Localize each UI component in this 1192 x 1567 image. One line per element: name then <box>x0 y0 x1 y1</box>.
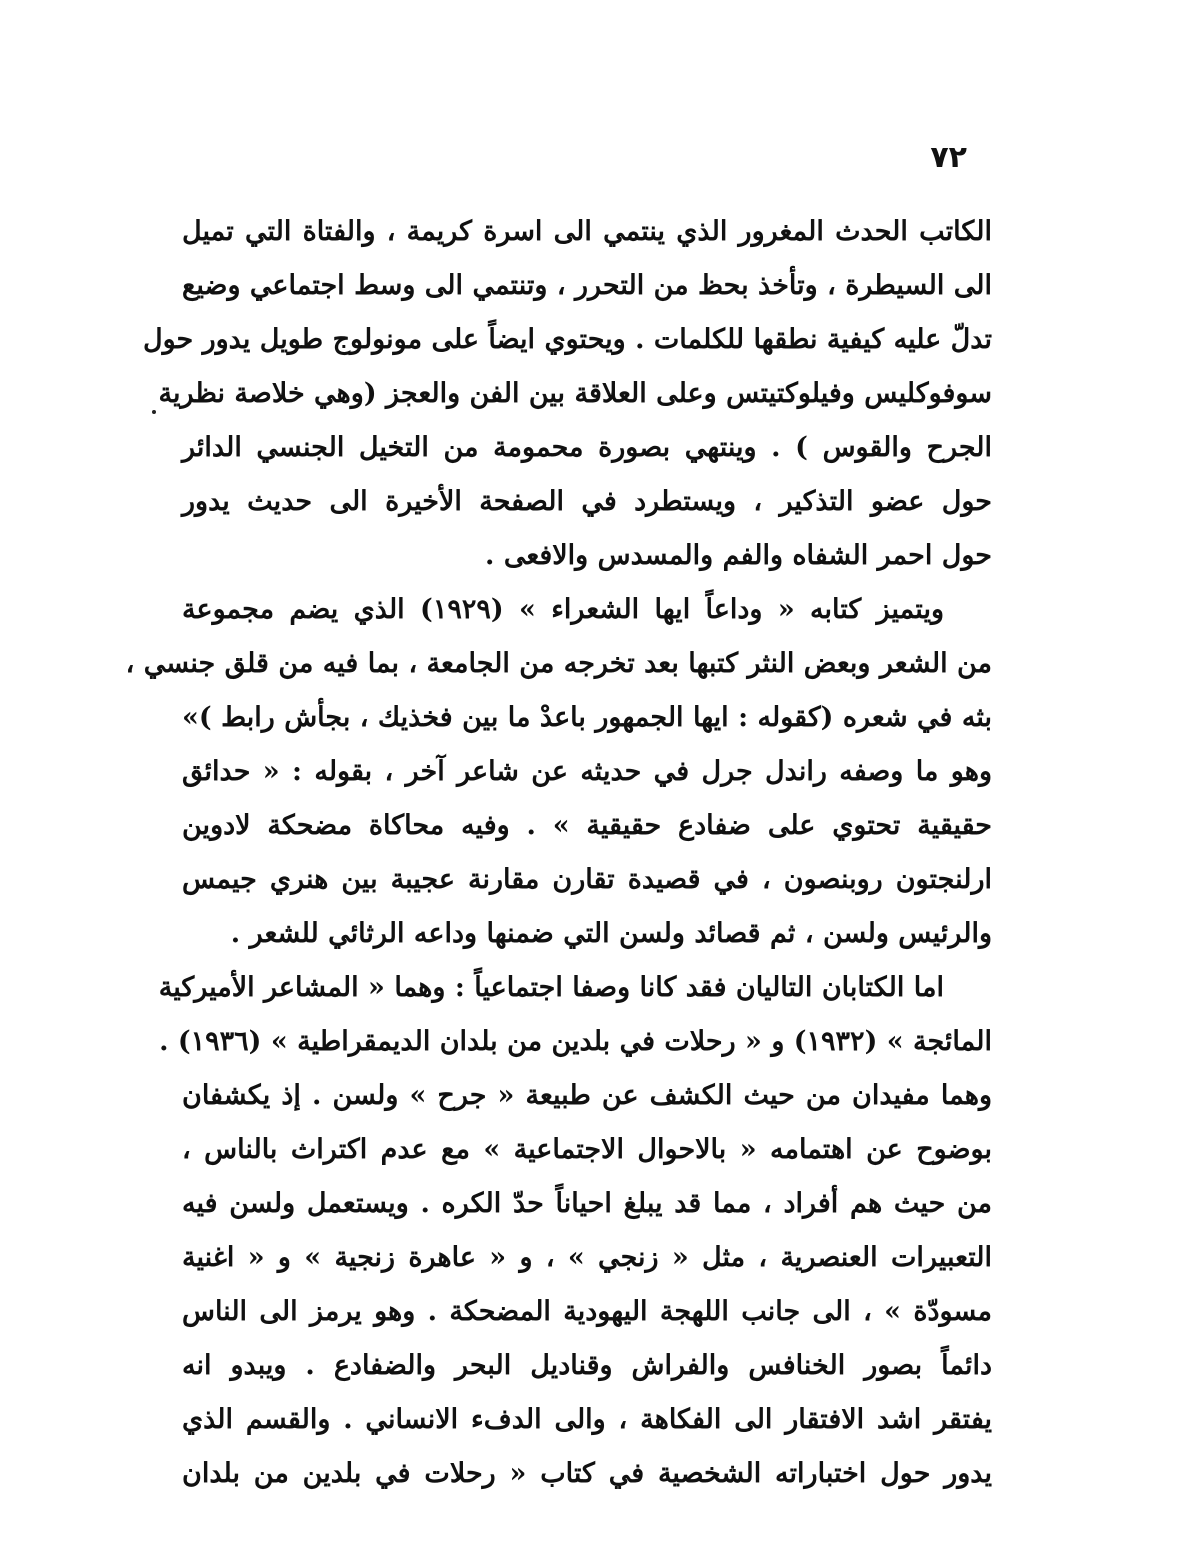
text-line: والرئيس ولسن ، ثم قصائد ولسن التي ضمنها وداعه الرثائي للشعر . <box>230 918 992 949</box>
text-line: يفتقر اشد الافتقار الى الفكاهة ، والى الدفء الانساني . والقسم الذي <box>182 1404 992 1435</box>
text-line: وهو ما وصفه راندل جرل في حديثه عن شاعر آخر ، بقوله : « حدائق <box>182 756 992 787</box>
text-line: بوضوح عن اهتمامه « بالاحوال الاجتماعية » مع عدم اكتراث بالناس ، <box>182 1134 992 1165</box>
body-text <box>125 205 992 1501</box>
text-line: حول احمر الشفاه والفم والمسدس والافعى . <box>485 540 992 571</box>
text-line: المائجة » (١٩٣٢) و « رحلات في بلدين من بلدان الديمقراطية » (١٩٣٦) . <box>159 1026 992 1057</box>
paragraph-3 <box>158 961 992 1501</box>
text-line: الى السيطرة ، وتأخذ بحظ من التحرر ، وتنتمي الى وسط اجتماعي وضيع <box>182 270 992 301</box>
text-line: بثه في شعره (كقوله : ايها الجمهور باعدْ ما بين فخذيك ، بجأش رابط )» <box>182 702 992 733</box>
margin-dot <box>152 410 156 414</box>
text-line: ارلنجتون روبنصون ، في قصيدة تقارن مقارنة عجيبة بين هنري جيمس <box>182 864 992 895</box>
text-line: سوفوكليس وفيلوكتيتس وعلى العلاقة بين الفن والعجز (وهي خلاصة نظرية <box>158 378 992 409</box>
text-line: من الشعر وبعض النثر كتبها بعد تخرجه من الجامعة ، بما فيه من قلق جنسي ، <box>125 648 992 679</box>
text-line: وهما مفيدان من حيث الكشف عن طبيعة « جرح » ولسن . إذ يكشفان <box>182 1080 992 1111</box>
text-line: من حيث هم أفراد ، مما قد يبلغ احياناً حدّ الكره . ويستعمل ولسن فيه <box>182 1188 992 1219</box>
text-line: تدلّ عليه كيفية نطقها للكلمات . ويحتوي ايضاً على مونولوج طويل يدور حول <box>142 324 992 355</box>
text-line: يدور حول اختباراته الشخصية في كتاب « رحلات في بلدين من بلدان <box>182 1458 992 1489</box>
page-number: ٧٢ <box>930 140 967 175</box>
text-line: اما الكتابان التاليان فقد كانا وصفا اجتماعياً : وهما « المشاعر الأميركية <box>158 972 944 1003</box>
paragraph-1 <box>142 205 992 583</box>
text-line: حقيقية تحتوي على ضفادع حقيقية » . وفيه محاكاة مضحكة لادوين <box>182 810 992 841</box>
text-line: التعبيرات العنصرية ، مثل « زنجي » ، و « عاهرة زنجية » و « اغنية <box>182 1242 992 1273</box>
text-line: حول عضو التذكير ، ويستطرد في الصفحة الأخيرة الى حديث يدور <box>182 486 992 517</box>
text-line: مسودّة » ، الى جانب اللهجة اليهودية المضحكة . وهو يرمز الى الناس <box>182 1296 992 1327</box>
text-line: الكاتب الحدث المغرور الذي ينتمي الى اسرة كريمة ، والفتاة التي تميل <box>182 216 992 247</box>
paragraph-2 <box>125 583 992 961</box>
text-line: ويتميز كتابه « وداعاً ايها الشعراء » (١٩٢٩) الذي يضم مجموعة <box>182 594 944 625</box>
text-line: دائماً بصور الخنافس والفراش وقناديل البحر والضفادع . ويبدو انه <box>182 1350 992 1381</box>
text-line: الجرح والقوس ) . وينتهي بصورة محمومة من التخيل الجنسي الدائر <box>182 432 992 463</box>
